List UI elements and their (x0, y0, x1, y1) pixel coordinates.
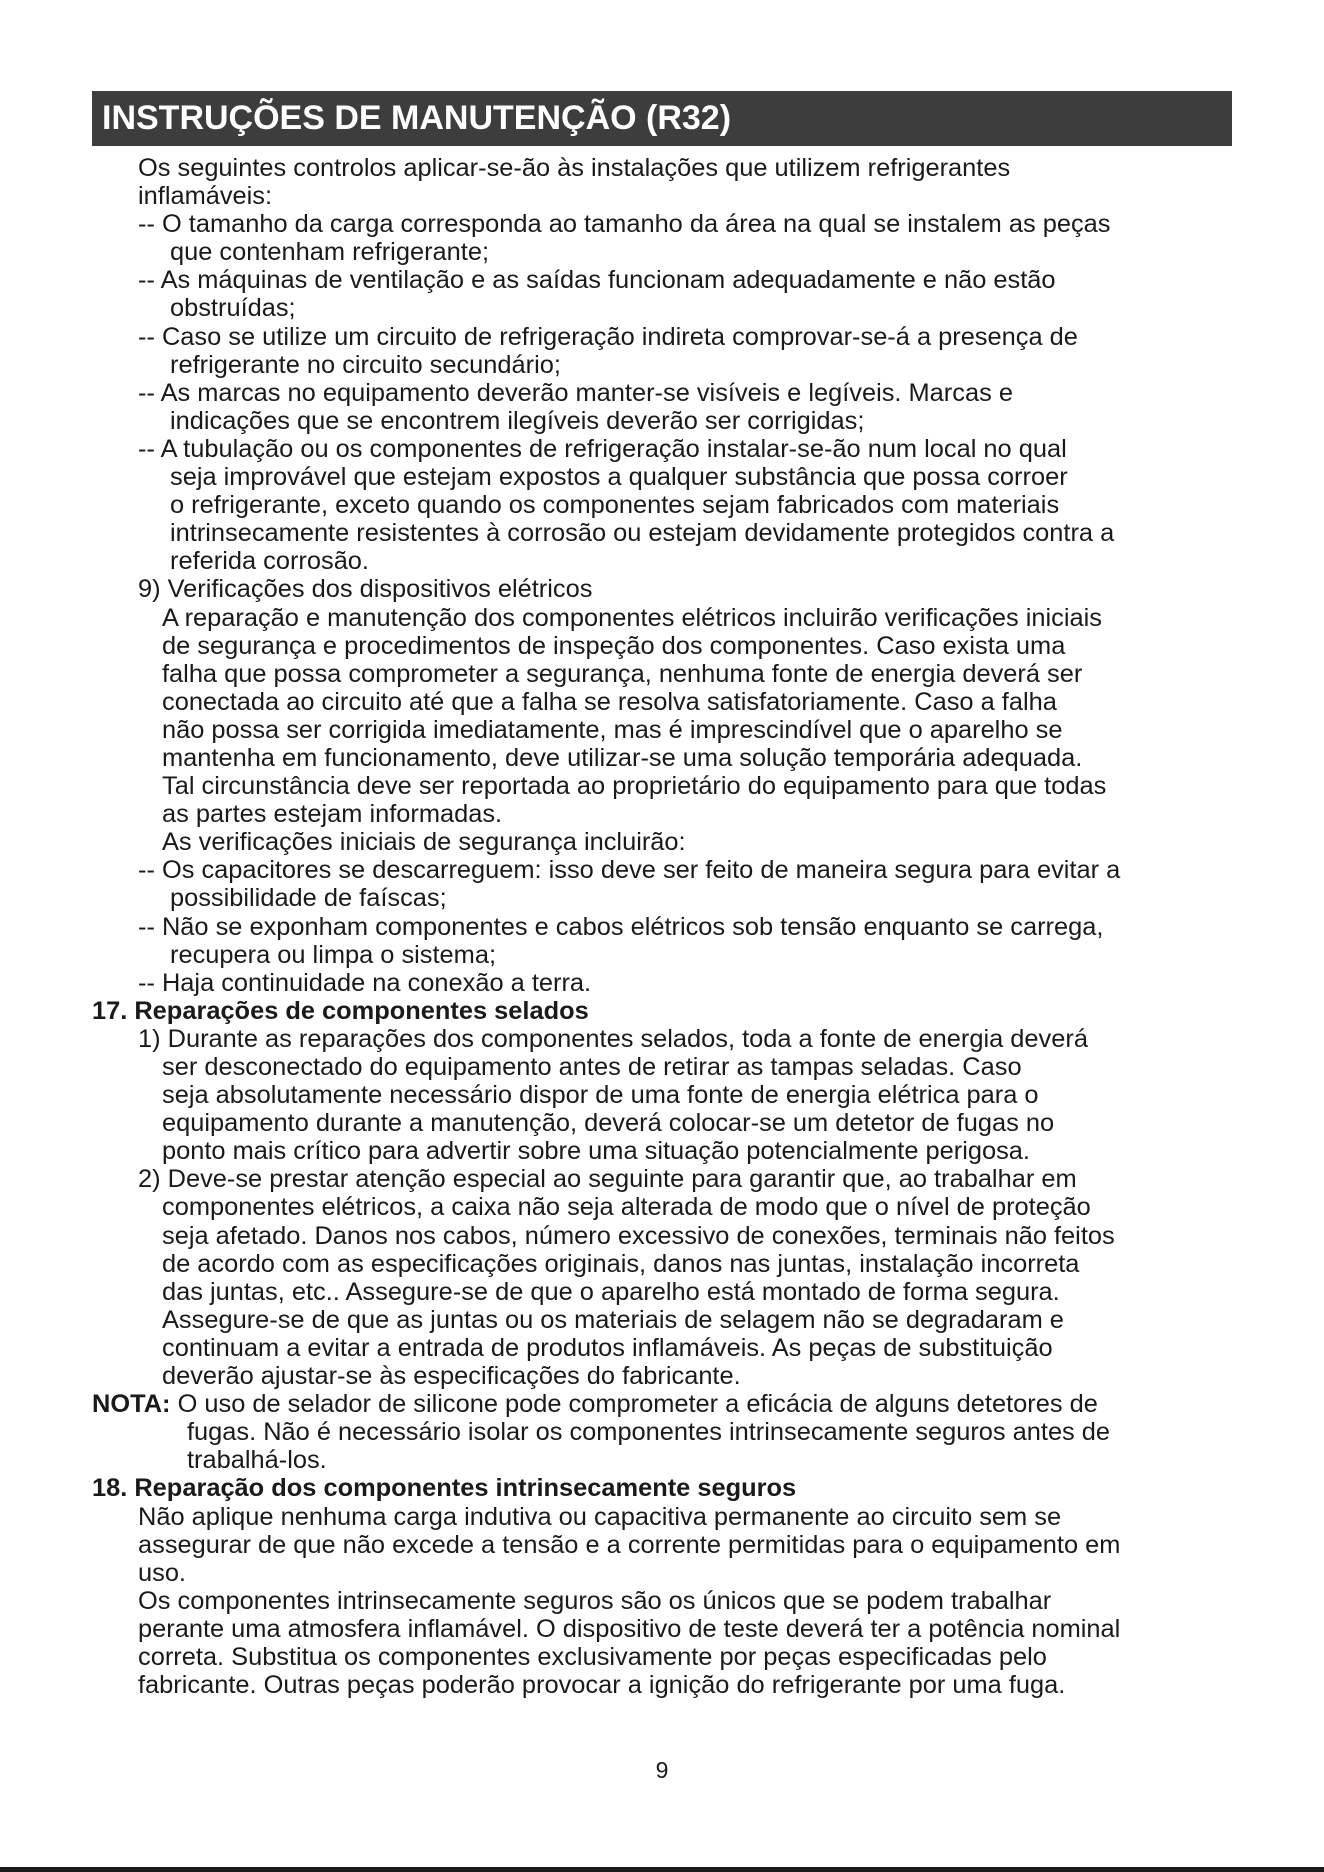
section-17-item-line: ser desconectado do equipamento antes de retirar as tampas seladas. Caso (162, 1053, 1022, 1081)
page-title: INSTRUÇÕES DE MANUTENÇÃO (R32) (92, 91, 1232, 146)
nota-line: trabalhá-los. (187, 1446, 327, 1475)
section-9-body-line: de segurança e procedimentos de inspeção dos componentes. Caso exista uma (162, 631, 1066, 660)
section-9-check-line: -- Não se exponham componentes e cabos elétricos sob tensão enquanto se carrega, (138, 912, 1104, 941)
section-17-item-line: ponto mais crítico para advertir sobre uma situação potencialmente perigosa. (162, 1137, 1030, 1166)
section-18-paragraph-line: assegurar de que não excede a tensão e a corrente permitidas para o equipamento em (138, 1530, 1121, 1559)
section-17-item-line: das juntas, etc.. Assegure-se de que o aparelho está montado de forma segura. (162, 1277, 1060, 1306)
bottom-rule (0, 1867, 1324, 1872)
check-item-line: seja improvável que estejam expostos a qualquer substância que possa corroer (170, 463, 1068, 492)
section-17-item-line: Assegure-se de que as juntas ou os materiais de selagem não se degradaram e (162, 1305, 1064, 1334)
section-17-item-line: de acordo com as especificações originais, danos nas juntas, instalação incorreta (162, 1249, 1080, 1278)
section-18-paragraph-line: uso. (138, 1558, 186, 1587)
section-17-item-line: componentes elétricos, a caixa não seja alterada de modo que o nível de proteção (162, 1193, 1091, 1222)
nota-line: fugas. Não é necessário isolar os componentes intrinsecamente seguros antes de (187, 1418, 1111, 1447)
check-item-line: obstruídas; (170, 294, 296, 323)
section-9-body-line: Tal circunstância deve ser reportada ao proprietário do equipamento para que todas (162, 772, 1107, 801)
section-17-item-line: equipamento durante a manutenção, deverá colocar-se um detetor de fugas no (162, 1109, 1055, 1138)
section-9-check-line: recupera ou limpa o sistema; (170, 940, 496, 969)
check-item-line: intrinsecamente resistentes à corrosão ou estejam devidamente protegidos contra a (170, 519, 1115, 548)
section-18-paragraph-line: Os componentes intrinsecamente seguros são os únicos que se podem trabalhar (138, 1586, 1052, 1615)
section-17-heading: 17. Reparações de componentes selados (92, 996, 589, 1025)
page-number: 9 (655, 1757, 669, 1783)
section-18-paragraph-line: correta. Substitua os componentes exclusivamente por peças especificadas pelo (138, 1642, 1047, 1671)
section-18-paragraph-line: Não aplique nenhuma carga indutiva ou capacitiva permanente ao circuito sem se (138, 1502, 1062, 1531)
section-9-body-line: não possa ser corrigida imediatamente, mas é imprescindível que o aparelho se (162, 715, 1063, 744)
section-9-check-line: -- Haja continuidade na conexão a terra. (138, 968, 592, 997)
section-17-item-line: continuam a evitar a entrada de produtos inflamáveis. As peças de substituição (162, 1333, 1053, 1362)
nota-text: O uso de selador de silicone pode comprometer a eficácia de alguns detetores de (170, 1390, 1098, 1419)
check-item-line: o refrigerante, exceto quando os componentes sejam fabricados com materiais (170, 491, 1060, 520)
check-item-line: que contenham refrigerante; (170, 238, 489, 267)
section-17-item-line: seja afetado. Danos nos cabos, número excessivo de conexões, terminais não feitos (162, 1221, 1115, 1250)
section-9-heading: 9) Verificações dos dispositivos elétricos (138, 575, 593, 604)
intro-line: Os seguintes controlos aplicar-se-ão às instalações que utilizem refrigerantes (138, 154, 1011, 182)
check-item-line: refrigerante no circuito secundário; (170, 350, 561, 379)
section-9-body-line: conectada ao circuito até que a falha se resolva satisfatoriamente. Caso a falha (162, 687, 1057, 716)
document-body (92, 154, 1242, 1699)
section-18-heading: 18. Reparação dos componentes intrinsecamente seguros (92, 1474, 797, 1503)
section-9-body-line: A reparação e manutenção dos componentes elétricos incluirão verificações iniciais (162, 603, 1102, 632)
section-17-item-line: 1) Durante as reparações dos componentes selados, toda a fonte de energia deverá (138, 1024, 1088, 1053)
intro-line: inflamáveis: (138, 182, 273, 211)
section-9-body-line: As verificações iniciais de segurança incluirão: (162, 828, 686, 857)
section-9-body-line: mantenha em funcionamento, deve utilizar-se uma solução temporária adequada. (162, 743, 1083, 772)
check-item-line: -- As marcas no equipamento deverão manter-se visíveis e legíveis. Marcas e (138, 378, 1013, 407)
section-18-paragraph-line: fabricante. Outras peças poderão provocar a ignição do refrigerante por uma fuga. (138, 1671, 1066, 1700)
section-18-paragraph-line: perante uma atmosfera inflamável. O dispositivo de teste deverá ter a potência nominal (138, 1614, 1121, 1643)
section-9-check-line: possibilidade de faíscas; (170, 884, 447, 913)
nota-label: NOTA: (92, 1390, 171, 1419)
section-17-item-line: 2) Deve-se prestar atenção especial ao seguinte para garantir que, ao trabalhar em (138, 1165, 1077, 1194)
check-item-line: -- O tamanho da carga corresponda ao tamanho da área na qual se instalem as peças (138, 210, 1111, 239)
check-item-line: -- Caso se utilize um circuito de refrigeração indireta comprovar-se-á a presença de (138, 322, 1078, 351)
section-9-body-line: falha que possa comprometer a segurança, nenhuma fonte de energia deverá ser (162, 659, 1083, 688)
check-item-line: -- As máquinas de ventilação e as saídas funcionam adequadamente e não estão (138, 266, 1056, 295)
section-17-item-line: seja absolutamente necessário dispor de uma fonte de energia elétrica para o (162, 1081, 1039, 1110)
check-item-line: -- A tubulação ou os componentes de refrigeração instalar-se-ão num local no qual (138, 434, 1067, 463)
section-9-check-line: -- Os capacitores se descarreguem: isso deve ser feito de maneira segura para evitar a (138, 856, 1121, 885)
check-item-line: referida corrosão. (170, 547, 369, 576)
check-item-line: indicações que se encontrem ilegíveis deverão ser corrigidas; (170, 406, 865, 435)
nota-line (92, 1390, 1242, 1418)
section-17-item-line: deverão ajustar-se às especificações do fabricante. (162, 1362, 741, 1391)
section-9-body-line: as partes estejam informadas. (162, 800, 503, 829)
